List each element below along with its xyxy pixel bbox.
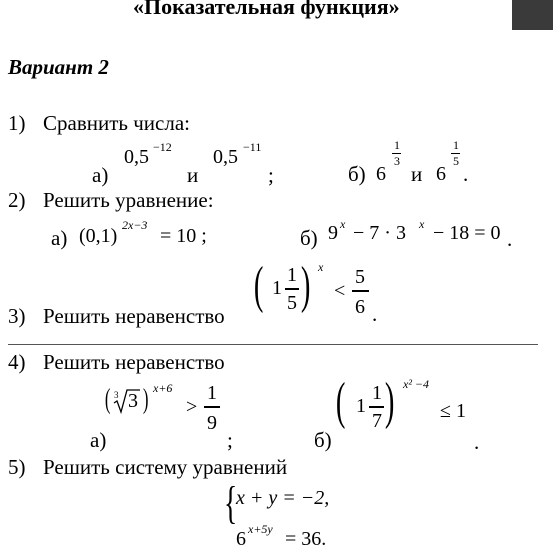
task-3-number: 3)	[8, 304, 26, 328]
task-1b-label: б)	[348, 162, 366, 186]
variant-heading: Вариант 2	[8, 55, 109, 79]
task-2b-term-2-exp: x	[419, 217, 425, 231]
task-4a-semicolon: ;	[227, 428, 233, 452]
task-2b-term-1-exp: x	[340, 217, 346, 231]
task-3-right-paren: )	[300, 257, 311, 314]
task-4a-rhs-num: 1	[207, 382, 217, 404]
task-2b-rhs: − 18 = 0	[433, 222, 501, 244]
task-4a-left-paren: (	[104, 384, 111, 415]
task-2b-middle: − 7 · 3	[353, 222, 406, 244]
task-4-number: 4)	[8, 350, 26, 374]
task-1b-base-1: 6	[376, 163, 386, 185]
task-2-number: 2)	[8, 188, 26, 212]
task-5-system-brace: {	[224, 477, 238, 528]
task-4b-frac-bar	[369, 406, 384, 408]
section-divider	[8, 344, 538, 345]
task-4a-rhs-bar	[204, 406, 220, 408]
task-4a-exponent: x+6	[153, 381, 173, 395]
task-2b-label: б)	[300, 226, 318, 250]
task-4b-frac-num: 1	[372, 382, 382, 404]
task-4b-period: .	[474, 430, 480, 454]
task-4a-radicand: 3	[128, 390, 138, 412]
task-4a-right-paren: )	[142, 384, 149, 415]
task-2b-term-1: 9	[328, 222, 338, 244]
task-1b-and: и	[411, 162, 423, 186]
task-3-frac-num: 1	[287, 264, 297, 286]
task-3-frac-den: 5	[287, 292, 297, 314]
task-5-eq-2-exponent: x+5y	[248, 522, 273, 536]
task-3-exponent: x	[318, 260, 324, 274]
task-2-text: Решить уравнение:	[43, 188, 214, 212]
task-5-eq-2-rhs: = 36.	[285, 528, 327, 550]
task-3-left-paren: (	[253, 257, 264, 314]
task-3-text: Решить неравенство	[43, 304, 225, 328]
task-1a-label: а)	[92, 163, 109, 187]
task-1a-and: и	[187, 163, 199, 187]
task-4b-right-paren: )	[384, 373, 395, 430]
task-4b-label: б)	[314, 428, 332, 452]
task-5-eq-2-base: 6	[236, 528, 246, 550]
task-5-text: Решить систему уравнений	[43, 455, 288, 479]
task-2a-base: (0,1)	[79, 225, 118, 247]
task-4-text: Решить неравенство	[43, 350, 225, 374]
task-1a-base-1: 0,5	[124, 146, 149, 168]
task-5-equation-1: x + y = −2,	[236, 487, 330, 509]
corner-decoration	[512, 0, 553, 30]
task-1a-semicolon: ;	[268, 163, 274, 187]
task-5-number: 5)	[8, 455, 26, 479]
task-2a-exponent: 2x−3	[122, 218, 148, 232]
task-4a-relation: >	[186, 396, 198, 418]
task-3-frac-bar	[285, 288, 299, 290]
task-2a-rhs: = 10 ;	[160, 225, 207, 247]
task-1b-exp-2-num: 1	[453, 138, 459, 152]
task-4a-label: а)	[90, 428, 107, 452]
task-1-text: Сравнить числа:	[43, 111, 190, 135]
task-1b-exp-1-num: 1	[394, 138, 400, 152]
task-3-rhs-bar	[352, 290, 369, 292]
task-1b-period: .	[463, 162, 469, 186]
task-1a-exponent-2: −11	[243, 140, 262, 154]
task-1b-exp-1-den: 3	[394, 154, 400, 168]
task-4a-root-index: 3	[114, 390, 119, 400]
task-4a-rhs-den: 9	[207, 412, 217, 434]
task-4b-exponent: x² −4	[403, 377, 430, 391]
task-4b-left-paren: (	[335, 373, 346, 430]
task-1a-exponent-1: −12	[153, 140, 172, 154]
task-3-rhs-den: 6	[355, 296, 365, 318]
page-title: «Показательная функция»	[133, 0, 400, 19]
task-3-rhs-num: 5	[355, 266, 365, 288]
task-4b-frac-den: 7	[372, 410, 382, 432]
task-2a-label: а)	[51, 226, 68, 250]
task-1b-base-2: 6	[436, 163, 446, 185]
task-4b-whole: 1	[356, 395, 366, 417]
task-1-number: 1)	[8, 111, 26, 135]
task-3-whole: 1	[272, 277, 282, 299]
task-3-relation: <	[334, 280, 346, 302]
task-1a-base-2: 0,5	[213, 146, 238, 168]
task-1b-exp-2-den: 5	[453, 154, 459, 168]
task-2b-period: .	[507, 227, 513, 251]
task-4b-relation: ≤ 1	[440, 400, 466, 422]
task-3-period: .	[372, 302, 378, 326]
